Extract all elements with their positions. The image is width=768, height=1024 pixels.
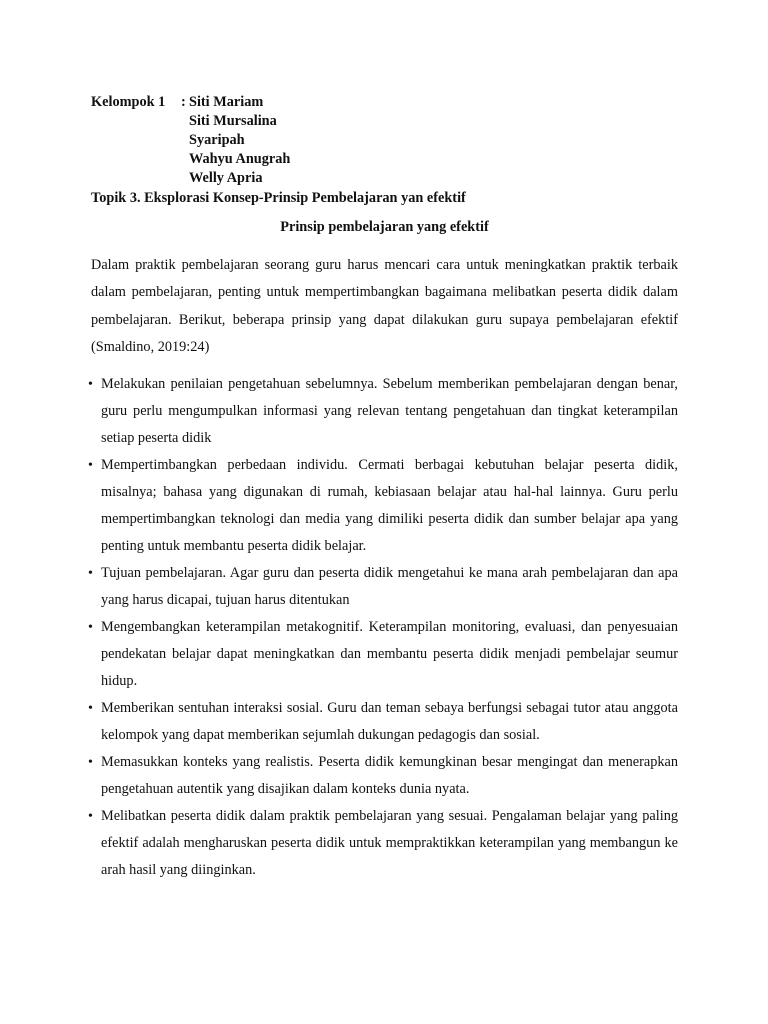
list-item [88,560,678,614]
list-item-text: Mempertimbangkan perbedaan individu. Cermati berbagai kebutuhan belajar peserta didik, misalnya; bahasa yang digunakan di rumah, kebiasaan belajar atau hal-hal lainnya. Guru perlu mempertimbangkan teknologi dan media yang dimiliki peserta didik dan sumber belajar apa yang penting untuk membantu peserta didik belajar. [101,457,678,554]
bullet-icon: • [88,458,93,473]
intro-paragraph: Dalam praktik pembelajaran seorang guru harus mencari cara untuk meningkatkan praktik terbaik dalam pembelajaran, penting untuk mempertimbangkan bagaimana melibatkan peserta didik dalam pembelajaran. Berikut, beberapa prinsip yang dapat dilakukan guru supaya pembelajaran efektif (Smaldino, 2019:24) [91,257,678,355]
bullet-icon: • [88,809,93,824]
list-item-text: Memasukkan konteks yang realistis. Peserta didik kemungkinan besar mengingat dan menerapkan pengetahuan autentik yang disajikan dalam konteks dunia nyata. [101,754,678,797]
list-item-text: Mengembangkan keterampilan metakognitif. Keterampilan monitoring, evaluasi, dan penyesuaian pendekatan belajar dapat meningkatkan dan membantu peserta didik menjadi pembelajar seumur hidup. [101,619,678,689]
bullet-icon: • [88,701,93,716]
list-item [88,749,678,803]
list-item-text: Melakukan penilaian pengetahuan sebelumnya. Sebelum memberikan pembelajaran dengan benar, guru perlu mengumpulkan informasi yang relevan tentang pengetahuan dan tingkat keterampilan setiap peserta didik [101,376,678,446]
group-row [91,131,511,150]
bullet-icon: • [88,377,93,392]
group-row [91,169,511,188]
document-title: Prinsip pembelajaran yang efektif [280,219,489,235]
list-item [88,614,678,695]
list-item [88,695,678,749]
group-row [91,150,511,169]
bullet-icon: • [88,620,93,635]
group-row [91,93,511,112]
list-item-text: Tujuan pembelajaran. Agar guru dan peserta didik mengetahui ke mana arah pembelajaran dan apa yang harus dicapai, tujuan harus ditentukan [101,565,678,608]
group-header [91,93,511,188]
group-colon: : [181,94,186,110]
list-item [88,371,678,452]
group-row [91,112,511,131]
group-member: Siti Mursalina [189,113,277,129]
list-item [88,452,678,560]
bullet-icon: • [88,566,93,581]
group-member: Siti Mariam [189,94,264,110]
list-item [88,803,678,884]
group-member: Wahyu Anugrah [189,151,291,167]
list-item-text: Memberikan sentuhan interaksi sosial. Guru dan teman sebaya berfungsi sebagai tutor atau anggota kelompok yang dapat memberikan sejumlah dukungan pedagogis dan sosial. [101,700,678,743]
topic-heading: Topik 3. Eksplorasi Konsep-Prinsip Pembelajaran yan efektif [91,190,466,206]
group-label: Kelompok 1 [91,94,166,110]
principles-list [88,371,678,884]
list-item-text: Melibatkan peserta didik dalam praktik pembelajaran yang sesuai. Pengalaman belajar yang paling efektif adalah mengharuskan peserta didik untuk mempraktikkan keterampilan yang membangun ke arah hasil yang diinginkan. [101,808,678,878]
bullet-icon: • [88,755,93,770]
group-member: Syaripah [189,132,245,148]
group-member: Welly Apria [189,170,263,186]
